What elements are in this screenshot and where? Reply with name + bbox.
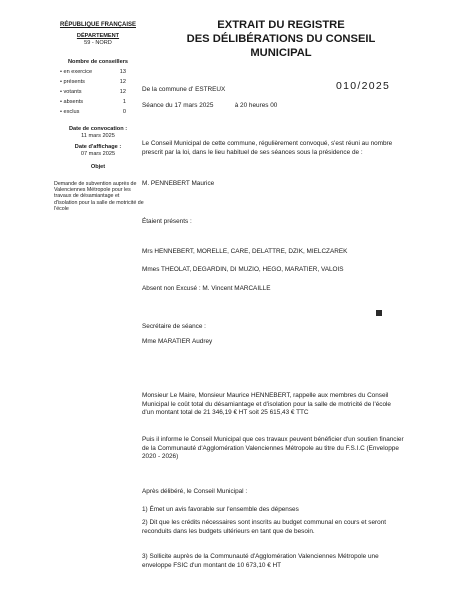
count-label: • absents: [60, 99, 84, 106]
count-value: 13: [119, 69, 126, 76]
count-row-exclus: [52, 109, 144, 116]
scan-mark: [376, 310, 382, 316]
paragraph-subsidy: Puis il informe le Conseil Municipal que ces travaux peuvent bénéficier d'un soutien financier de la Communauté d'Agglomération Valenciennes Métropole au titre du F.S.I.C (Enveloppe 2020 - 2026): [142, 436, 404, 461]
presents-label: Étaient présents :: [142, 218, 192, 225]
count-value: 1: [122, 99, 126, 106]
republique-header: RÉPUBLIQUE FRANÇAISE: [59, 22, 136, 28]
paragraph-cost: Monsieur Le Maire, Monsieur Maurice HENNEBERT, rappelle aux membres du Conseil Municipal le coût total du désamiantage et d'isolation pour la salle de motricité de l'école d'un montant total de 21 346,19 € HT soit 25 615,43 € TTC: [142, 392, 391, 417]
count-value: 12: [119, 79, 126, 86]
count-label: • présents: [60, 79, 85, 86]
decision-item-2: 2) Dit que les crédits nécessaires sont inscrits au budget communal en cours et seront reconduits dans les budgets ultérieurs en tant que de besoin.: [142, 519, 387, 535]
secretaire-name: Mme MARATIER Audrey: [142, 338, 213, 345]
count-row-absents: [52, 99, 144, 106]
title-line-3: MUNICIPAL: [250, 47, 312, 59]
decision-item-1: 1) Émet un avis favorable sur l'ensemble des dépenses: [142, 506, 299, 513]
count-label: • votants: [60, 89, 82, 96]
intro-paragraph: Le Conseil Municipal de cette commune, régulièrement convoqué, s'est réuni au nombre prescrit par la loi, dans le lieu habituel de ses séances sous la présidence de :: [142, 140, 393, 156]
count-row-votants: [52, 89, 144, 96]
document-title: [150, 18, 412, 60]
count-value: 0: [122, 109, 126, 116]
title-line-1: EXTRAIT DU REGISTRE: [217, 19, 345, 31]
presents-line-2: Mmes THEOLAT, DEGARDIN, DI MUZIO, HEGO, MARATIER, VALOIS: [142, 266, 344, 273]
count-label: • exclus: [60, 109, 80, 116]
left-margin-column: [52, 22, 144, 212]
decision-item-3: 3) Sollicite auprès de la Communauté d'Agglomération Valenciennes Métropole une enveloppe FSIC d'un montant de 10 673,10 € HT: [142, 553, 379, 569]
count-label: • en exercice: [60, 69, 93, 76]
departement-label: DÉPARTEMENT: [76, 32, 120, 39]
count-row-exercice: [52, 69, 144, 76]
commune-line: De la commune d' ESTREUX: [142, 86, 226, 93]
objet-label: Objet: [90, 164, 106, 171]
count-row-presents: [52, 79, 144, 86]
convocation-label: Date de convocation :: [68, 126, 128, 133]
nombre-conseillers-title: Nombre de conseillers: [68, 59, 128, 66]
secretaire-label: Secrétaire de séance :: [142, 323, 206, 330]
deliberation-number: 010/2025: [336, 80, 391, 92]
presents-line-1: Mrs HENNEBERT, MORELLE, CARE, DELATTRE, DZIK, MIELCZAREK: [142, 248, 348, 255]
departement-number: 59 - NORD: [84, 40, 112, 47]
affichage-date: 07 mars 2025: [80, 151, 116, 158]
objet-text: Demande de subvention auprès de Valenciennes Métropole pour les travaux de désamiantage et d'isolation pour la salle de motricité de l'école: [54, 181, 144, 212]
apres-delibere: Après délibéré, le Conseil Municipal :: [142, 488, 248, 495]
seance-line: Séance du 17 mars 2025 à 20 heures 00: [142, 102, 278, 109]
affichage-label: Date d'affichage :: [74, 144, 122, 151]
absent-line: Absent non Excusé : M. Vincent MARCAILLE: [142, 285, 271, 292]
count-value: 12: [119, 89, 126, 96]
title-line-2: DES DÉLIBÉRATIONS DU CONSEIL: [186, 33, 376, 45]
president-name: M. PENNEBERT Maurice: [142, 180, 215, 187]
convocation-date: 11 mars 2025: [81, 133, 115, 140]
